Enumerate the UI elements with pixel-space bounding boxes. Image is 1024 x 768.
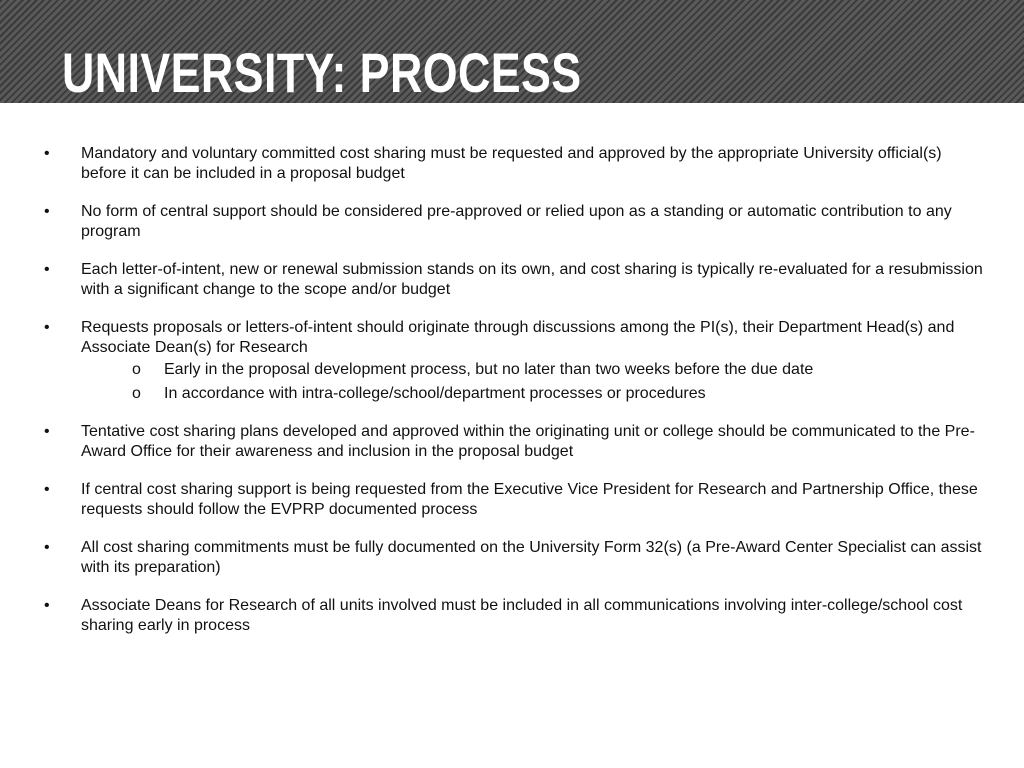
sub-bullet-marker: o — [132, 361, 141, 378]
bullet-marker: • — [44, 145, 50, 162]
bullet-item — [0, 144, 1024, 184]
bullet-text: No form of central support should be considered pre-approved or relied upon as a standing or automatic contribution to any program — [81, 203, 952, 240]
bullet-text: Mandatory and voluntary committed cost sharing must be requested and approved by the appropriate University official(s) before it can be included in a proposal budget — [81, 145, 942, 182]
bullet-item — [0, 480, 1024, 520]
bullet-marker: • — [44, 597, 50, 614]
bullet-item — [0, 538, 1024, 578]
sub-bullet-text: Early in the proposal development process, but no later than two weeks before the due date — [164, 361, 814, 378]
slide-content — [0, 144, 1024, 654]
bullet-text: Requests proposals or letters-of-intent should originate through discussions among the PI(s), their Department Head(s) and Associate Dean(s) for Research — [81, 319, 955, 356]
bullet-text: Each letter-of-intent, new or renewal submission stands on its own, and cost sharing is typically re-evaluated for a resubmission with a significant change to the scope and/or budget — [81, 261, 983, 298]
bullet-marker: • — [44, 539, 50, 556]
sub-bullet-marker: o — [132, 385, 141, 402]
sub-bullet-list — [81, 360, 984, 404]
sub-bullet-item — [81, 360, 984, 380]
bullet-marker: • — [44, 423, 50, 440]
bullet-marker: • — [44, 319, 50, 336]
header-band — [0, 0, 1024, 103]
bullet-text: All cost sharing commitments must be fully documented on the University Form 32(s) (a Pre-Award Center Specialist can assist with its preparation) — [81, 539, 982, 576]
slide-title: UNIVERSITY: PROCESS — [62, 41, 582, 104]
bullet-item — [0, 596, 1024, 636]
bullet-marker: • — [44, 203, 50, 220]
bullet-marker: • — [44, 481, 50, 498]
bullet-item — [0, 422, 1024, 462]
bullet-marker: • — [44, 261, 50, 278]
bullet-text: If central cost sharing support is being requested from the Executive Vice President for Research and Partnership Office, these requests should follow the EVPRP documented process — [81, 481, 978, 518]
bullet-text: Associate Deans for Research of all units involved must be included in all communications involving inter-college/school cost sharing early in process — [81, 597, 963, 634]
bullet-item — [0, 260, 1024, 300]
bullet-item — [0, 318, 1024, 404]
bullet-text: Tentative cost sharing plans developed and approved within the originating unit or college should be communicated to the Pre-Award Office for their awareness and inclusion in the proposal budget — [81, 423, 975, 460]
bullet-list — [0, 144, 1024, 636]
sub-bullet-text: In accordance with intra-college/school/department processes or procedures — [164, 385, 706, 402]
bullet-item — [0, 202, 1024, 242]
sub-bullet-item — [81, 384, 984, 404]
